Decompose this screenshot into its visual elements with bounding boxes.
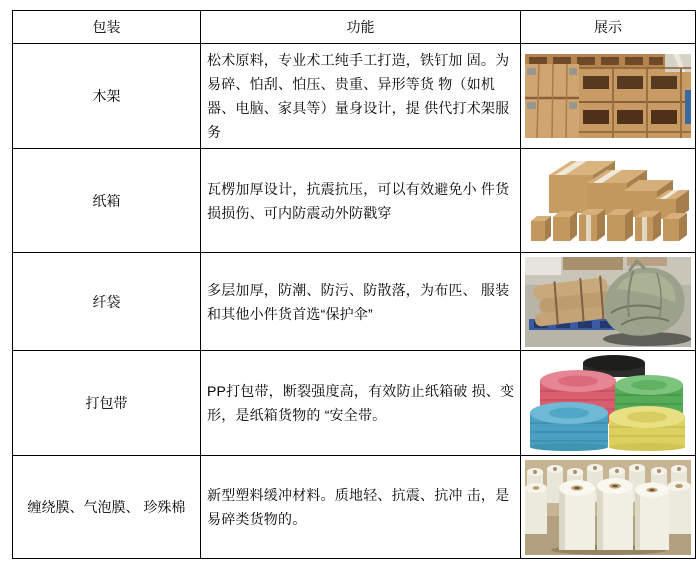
packaging-function: 新型塑料缓冲材料。质地轻、抗震、抗冲 击，是易碎类货物的。 xyxy=(201,456,521,559)
header-display: 展示 xyxy=(521,11,696,44)
stretch-film-photo xyxy=(525,460,691,555)
header-packaging: 包装 xyxy=(13,11,201,44)
packaging-table xyxy=(12,10,696,559)
table-row-wooden-frame xyxy=(13,44,696,149)
table-row-fiber-bag xyxy=(13,253,696,351)
packaging-name: 打包带 xyxy=(13,351,201,456)
packaging-photo-cell xyxy=(521,253,696,351)
fiber-bags-photo xyxy=(525,257,691,347)
packaging-name: 纤袋 xyxy=(13,253,201,351)
table-row-strapping xyxy=(13,351,696,456)
packaging-name: 缠绕膜、气泡膜、 珍殊棉 xyxy=(13,456,201,559)
packaging-photo-cell xyxy=(521,456,696,559)
packaging-photo-cell xyxy=(521,351,696,456)
table-row-stretch-film xyxy=(13,456,696,559)
packaging-function: 多层加厚，防潮、防污、防散落，为布匹、 服装和其他小件货首选“保护伞” xyxy=(201,253,521,351)
packaging-function: 松术原料，专业术工纯手工打造，铁钉加 固。为易碎、怕刮、怕压、贵重、异形等货 物（如机器、电脑、家具等）量身设计，提 供代打术架服务 xyxy=(201,44,521,149)
table-row-carton xyxy=(13,149,696,253)
packaging-name: 纸箱 xyxy=(13,149,201,253)
cartons-photo xyxy=(525,153,691,249)
wooden-crates-photo xyxy=(525,54,691,138)
header-function: 功能 xyxy=(201,11,521,44)
packaging-photo-cell xyxy=(521,44,696,149)
packaging-function: 瓦楞加厚设计，抗震抗压，可以有效避免小 件货损损伤、可内防震动外防戳穿 xyxy=(201,149,521,253)
header-row xyxy=(13,11,696,44)
packaging-photo-cell xyxy=(521,149,696,253)
strapping-rolls-photo xyxy=(525,355,691,451)
packaging-name: 木架 xyxy=(13,44,201,149)
packaging-function: PP打包带，断裂强度高，有效防止纸箱破 损、变形，是纸箱货物的 “安全带。 xyxy=(201,351,521,456)
